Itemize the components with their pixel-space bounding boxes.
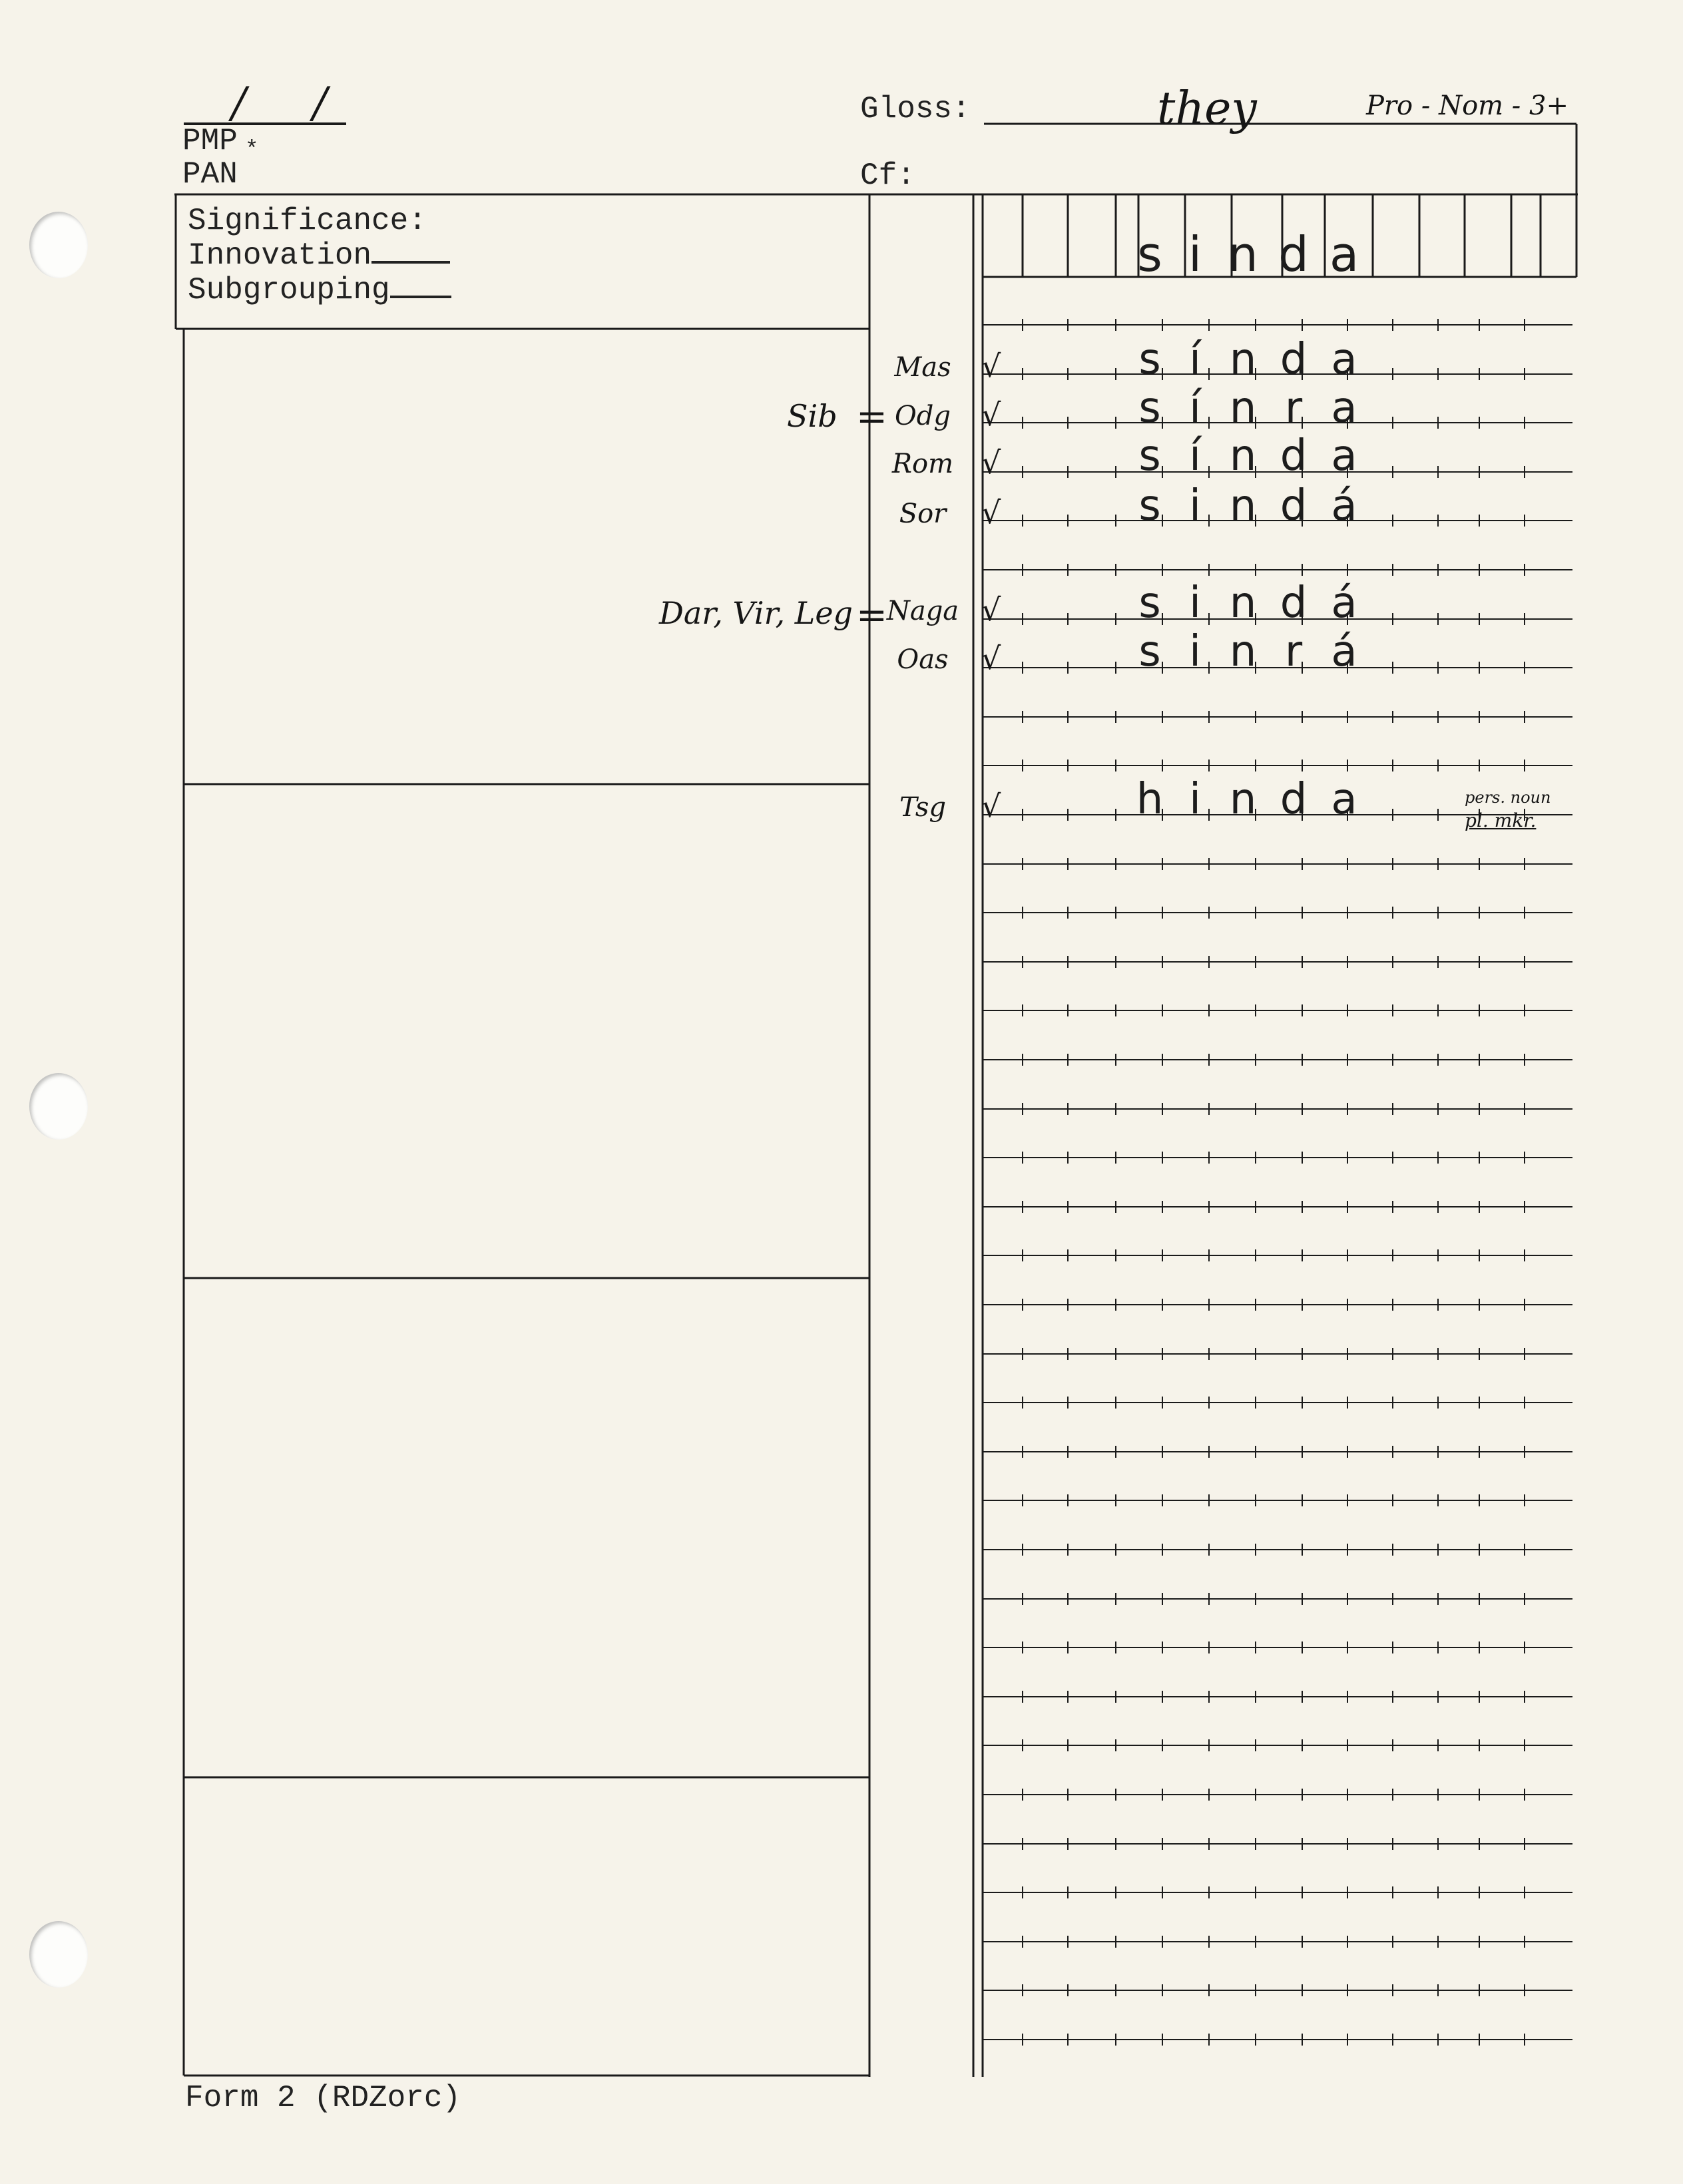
- tsg-note-line2: pl. mkr.: [1465, 809, 1537, 831]
- entry-letter: h: [1136, 775, 1164, 824]
- group-equals-sib: =: [856, 395, 887, 439]
- pmp-label: PMP: [182, 124, 238, 158]
- language-label: Sor: [899, 499, 947, 529]
- date-slashes: / /: [232, 79, 354, 128]
- pmp-asterisk: *: [245, 138, 259, 163]
- check-mark: √: [981, 640, 1001, 676]
- group-equals-dar-vir-leg: =: [856, 594, 887, 637]
- entry-letter: a: [1331, 431, 1357, 481]
- entry-letter: r: [1284, 627, 1303, 676]
- check-mark: √: [981, 348, 1001, 384]
- entry-letter: d: [1280, 775, 1308, 824]
- entry-letter: s: [1138, 431, 1161, 481]
- tsg-note-line1: pers. noun: [1465, 788, 1551, 807]
- entry-letter: a: [1331, 335, 1357, 384]
- entry-letter: s: [1138, 383, 1161, 433]
- entry-letter: i: [1189, 481, 1201, 531]
- category-code: Pro - Nom - 3+: [1366, 91, 1568, 121]
- innovation-label: [188, 238, 450, 273]
- entry-letter: á: [1331, 627, 1357, 676]
- gloss-label: Gloss:: [860, 92, 971, 126]
- entry-letter: d: [1280, 578, 1308, 628]
- subgrouping-text: Subgrouping: [188, 273, 390, 308]
- entry-letter: n: [1229, 627, 1257, 676]
- reconstruction-letter: s: [1137, 226, 1162, 282]
- entry-letter: r: [1284, 383, 1303, 433]
- entry-letter: s: [1138, 578, 1161, 628]
- pan-label: PAN: [182, 157, 238, 192]
- reconstruction-letter: a: [1329, 226, 1359, 282]
- language-label: Odg: [894, 401, 951, 431]
- significance-title: Significance:: [188, 204, 427, 238]
- entry-letter: a: [1331, 383, 1357, 433]
- entry-letter: d: [1280, 431, 1308, 481]
- reconstruction-letter: d: [1278, 226, 1309, 282]
- group-label-sib: Sib: [787, 398, 838, 434]
- entry-letter: á: [1331, 481, 1357, 531]
- innovation-blank: [371, 261, 450, 264]
- entry-letter: d: [1280, 481, 1308, 531]
- entry-letter: i: [1189, 627, 1201, 676]
- form-footer: Form 2 (RDZorc): [185, 2081, 461, 2115]
- language-label: Rom: [891, 449, 954, 479]
- entry-letter: n: [1229, 335, 1257, 384]
- check-mark: √: [981, 397, 1001, 433]
- entry-letter: á: [1331, 578, 1357, 628]
- entry-letter: i: [1189, 578, 1201, 628]
- entry-letter: s: [1138, 481, 1161, 531]
- language-label: Mas: [894, 352, 951, 383]
- check-mark: √: [981, 592, 1001, 628]
- entry-letter: n: [1229, 775, 1257, 824]
- entry-letter: n: [1229, 578, 1257, 628]
- entry-letter: a: [1331, 775, 1357, 824]
- entry-letter: d: [1280, 335, 1308, 384]
- entry-letter: s: [1138, 627, 1161, 676]
- entry-letter: í: [1189, 431, 1201, 481]
- entry-letter: í: [1189, 383, 1201, 433]
- entry-letter: n: [1229, 481, 1257, 531]
- innovation-text: Innovation: [188, 238, 372, 273]
- subgrouping-label: [188, 273, 451, 308]
- reconstruction-letter: n: [1228, 226, 1258, 282]
- subgrouping-blank: [390, 296, 451, 298]
- check-mark: √: [981, 495, 1001, 531]
- entry-letter: n: [1229, 383, 1257, 433]
- language-label: Naga: [886, 596, 959, 626]
- cf-label: Cf:: [860, 158, 915, 193]
- language-label: Oas: [897, 644, 949, 675]
- gloss-value: they: [1157, 83, 1257, 135]
- check-mark: √: [981, 445, 1001, 481]
- group-label-dar-vir-leg: Dar, Vir, Leg: [659, 595, 853, 631]
- entry-letter: n: [1229, 431, 1257, 481]
- language-label: Tsg: [899, 792, 946, 823]
- reconstruction-letter: i: [1188, 226, 1202, 282]
- check-mark: √: [981, 788, 1001, 824]
- entry-letter: í: [1189, 335, 1201, 384]
- entry-letter: s: [1138, 335, 1161, 384]
- entry-letter: i: [1189, 775, 1201, 824]
